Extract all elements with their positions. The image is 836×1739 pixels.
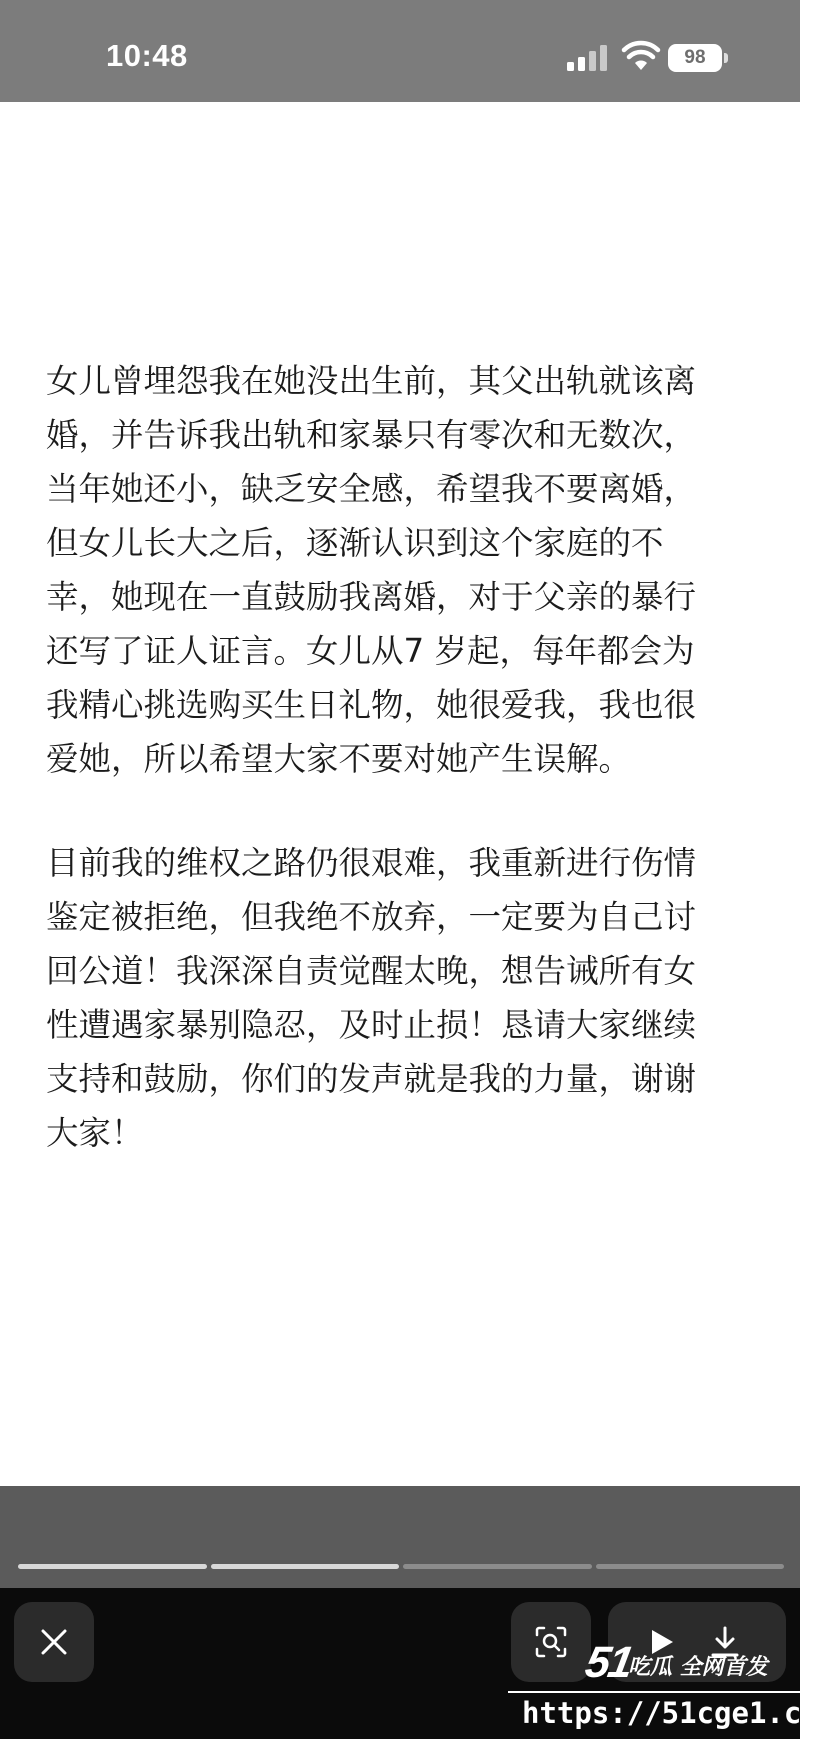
watermark-slogan: 吃瓜 全网首发	[628, 1655, 768, 1680]
progress-segment-4	[596, 1564, 785, 1569]
progress-segment-1	[18, 1564, 207, 1569]
progress-segment-3	[403, 1564, 592, 1569]
close-icon	[39, 1627, 69, 1657]
viewer-bottom-area	[0, 1486, 800, 1588]
story-progress-bar	[18, 1564, 784, 1569]
watermark-underline	[508, 1691, 802, 1693]
progress-segment-2	[211, 1564, 400, 1569]
battery-level: 98	[684, 47, 706, 68]
wifi-icon	[622, 42, 660, 72]
article-paragraph-2: 目前我的维权之路仍很艰难，我重新进行伤情 鉴定被拒绝，但我绝不放弃，一定要为自己讨 回公道！我深深自责觉醒太晚，想告诫所有女 性遭遇家暴别隐忍，及时止损！恳请大家继续 支持和鼓励，你们的发声就是我的力量，谢谢 大家！	[46, 844, 697, 1152]
watermark-url: https://51cge1.com	[522, 1696, 836, 1730]
status-bar	[0, 0, 800, 102]
battery-cap	[724, 53, 728, 63]
site-watermark	[500, 1630, 836, 1739]
battery-icon	[668, 44, 722, 72]
cellular-signal-icon	[566, 44, 608, 72]
watermark-logo-number: 51	[581, 1638, 636, 1687]
close-button[interactable]	[14, 1602, 94, 1682]
article-paragraph-1: 女儿曾埋怨我在她没出生前，其父出轨就该离 婚，并告诉我出轨和家暴只有零次和无数次， 当年她还小，缺乏安全感，希望我不要离婚， 但女儿长大之后，逐渐认识到这个家庭的不 幸，她现在一直鼓励我离婚，对于父亲的暴行 还写了证人证言。女儿从7 岁起，每年都会为 我精心挑选购买生日礼物，她很爱我，我也很 爱她，所以希望大家不要对她产生误解。	[46, 362, 697, 778]
article-body	[46, 354, 766, 1160]
status-time: 10:48	[106, 38, 188, 73]
